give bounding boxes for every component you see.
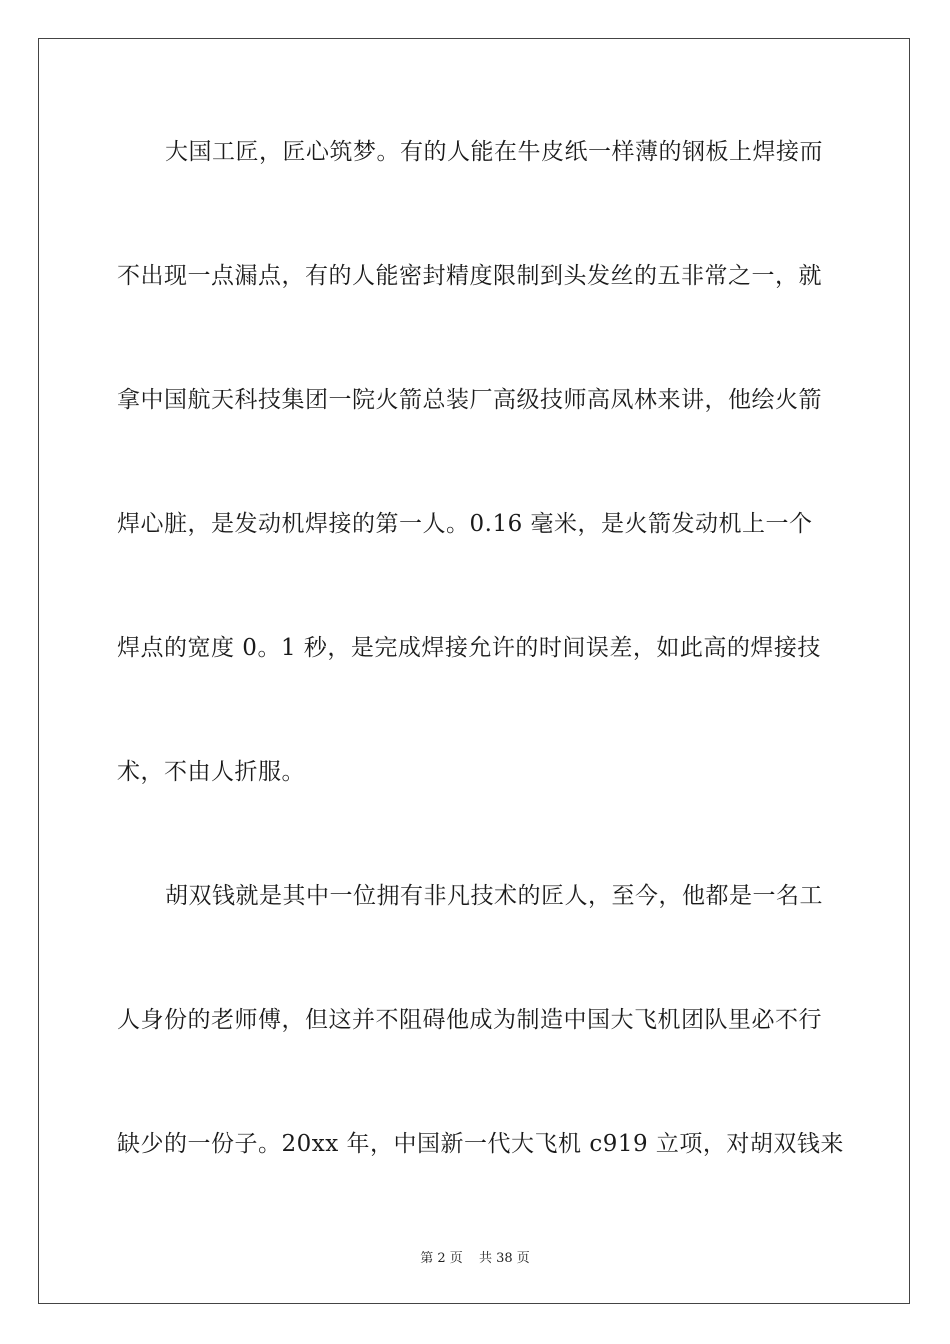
page-footer: [0, 1247, 950, 1266]
paragraph-1-line-1: 大国工匠，匠心筑梦。有的人能在牛皮纸一样薄的钢板上焊接而: [165, 139, 823, 165]
paragraph-1-line-5: 焊点的宽度 0。1 秒，是完成焊接允许的时间误差，如此高的焊接技: [117, 635, 821, 661]
page-number: 第 2 页: [420, 1251, 463, 1266]
paragraph-2-line-2: 人身份的老师傅，但这并不阻碍他成为制造中国大飞机团队里必不行: [117, 1007, 822, 1033]
paragraph-1-line-2: 不出现一点漏点，有的人能密封精度限制到头发丝的五非常之一，就: [117, 263, 822, 289]
paragraph-1-line-4: 焊心脏，是发动机焊接的第一人。0.16 毫米，是火箭发动机上一个: [117, 511, 813, 537]
page-total: 共 38 页: [478, 1251, 530, 1266]
paragraph-2-line-1: 胡双钱就是其中一位拥有非凡技术的匠人，至今，他都是一名工: [165, 883, 823, 909]
paragraph-2-line-3: 缺少的一份子。20xx 年，中国新一代大飞机 c919 立项，对胡双钱来: [117, 1131, 844, 1157]
page-border: [38, 38, 910, 1304]
paragraph-1-line-3: 拿中国航天科技集团一院火箭总装厂高级技师高凤林来讲，他绘火箭: [117, 387, 822, 413]
paragraph-1-line-6: 术，不由人折服。: [117, 759, 305, 785]
